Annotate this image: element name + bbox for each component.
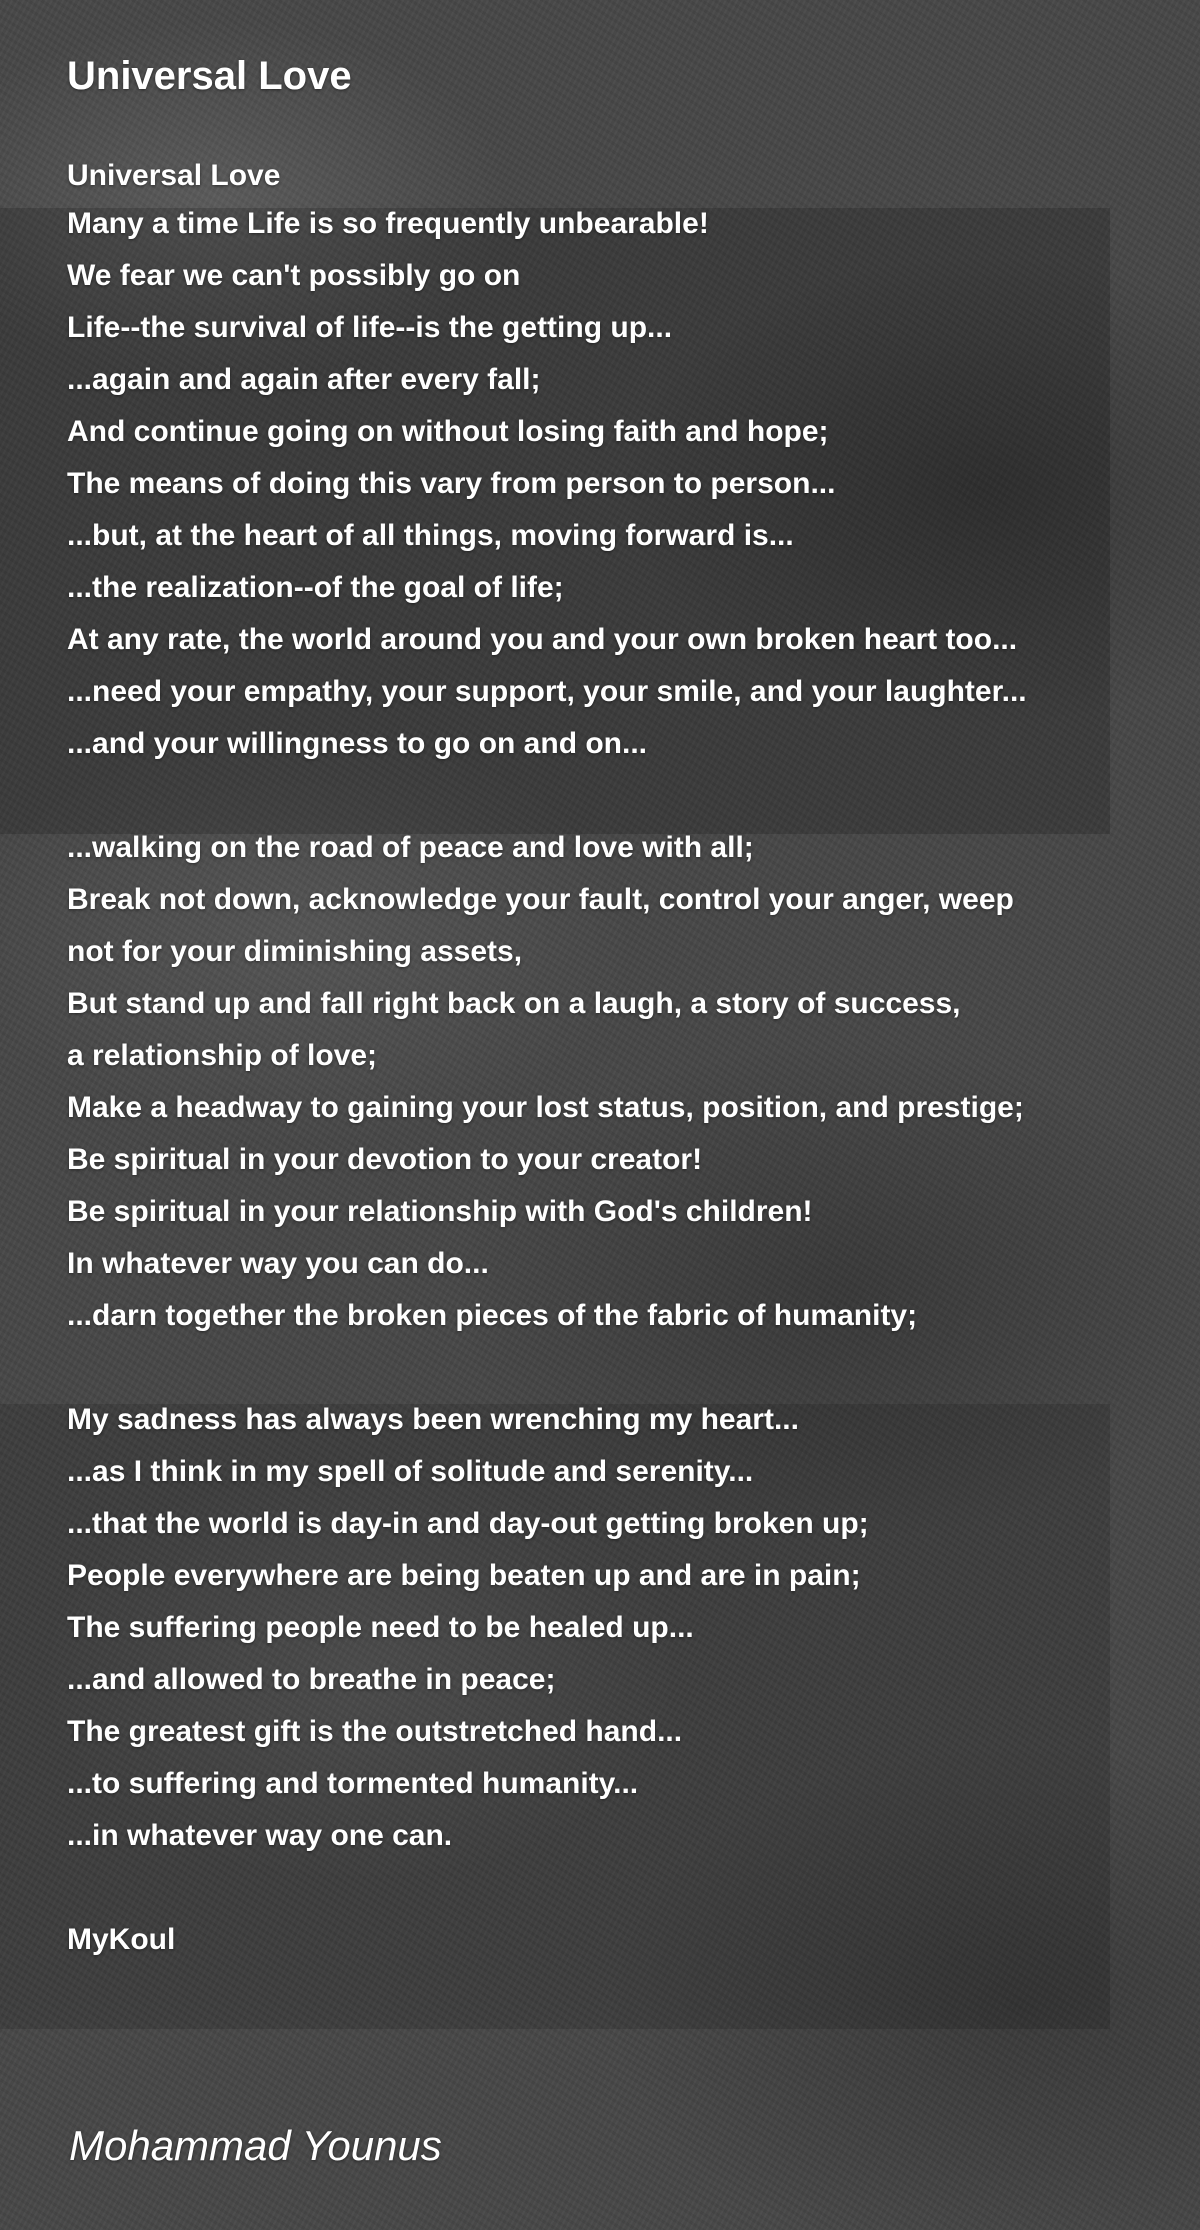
poem-line: Life--the survival of life--is the getting up... — [67, 311, 673, 344]
poem-line: Make a headway to gaining your lost status, position, and prestige; — [67, 1091, 1024, 1124]
author-name: Mohammad Younus — [69, 2122, 442, 2169]
poem-body — [67, 198, 1127, 1966]
poem-line: a relationship of love; — [67, 1039, 378, 1072]
stanza-break — [67, 1342, 1127, 1394]
poem-container — [67, 48, 1127, 1966]
poem-line: not for your diminishing assets, — [67, 935, 523, 968]
poem-line: Be spiritual in your relationship with God's children! — [67, 1195, 813, 1228]
poem-line: ...and allowed to breathe in peace; — [67, 1663, 556, 1696]
poem-line: ...darn together the broken pieces of the fabric of humanity; — [67, 1299, 918, 1332]
stanza — [67, 1394, 1127, 1862]
stanza — [67, 822, 1127, 1342]
poem-line: But stand up and fall right back on a laugh, a story of success, — [67, 987, 961, 1020]
poem-line: ...and your willingness to go on and on... — [67, 727, 648, 760]
poem-line: ...that the world is day-in and day-out getting broken up; — [67, 1507, 869, 1540]
poem-line: ...in whatever way one can. — [67, 1819, 453, 1852]
poem-line: Many a time Life is so frequently unbearable! — [67, 207, 709, 240]
poem-signature: MyKoul — [67, 1923, 176, 1956]
poem-line: ...again and again after every fall; — [67, 363, 541, 396]
poem-line: My sadness has always been wrenching my heart... — [67, 1403, 799, 1436]
poem-line: People everywhere are being beaten up and are in pain; — [67, 1559, 861, 1592]
poem-line: Be spiritual in your devotion to your creator! — [67, 1143, 703, 1176]
poem-line: At any rate, the world around you and your own broken heart too... — [67, 623, 1018, 656]
poem-line: And continue going on without losing faith and hope; — [67, 415, 829, 448]
poem-line: The suffering people need to be healed up... — [67, 1611, 694, 1644]
stanza-break — [67, 770, 1127, 822]
poem-subtitle: Universal Love — [67, 159, 281, 192]
stanza — [67, 198, 1127, 770]
poem-line: In whatever way you can do... — [67, 1247, 489, 1280]
poem-line: ...to suffering and tormented humanity... — [67, 1767, 639, 1800]
poem-line: ...walking on the road of peace and love with all; — [67, 831, 754, 864]
poem-line: ...but, at the heart of all things, moving forward is... — [67, 519, 794, 552]
poem-line: The means of doing this vary from person to person... — [67, 467, 836, 500]
poem-line: ...as I think in my spell of solitude and serenity... — [67, 1455, 754, 1488]
poem-line: We fear we can't possibly go on — [67, 259, 521, 292]
poem-line: The greatest gift is the outstretched hand... — [67, 1715, 683, 1748]
poem-line: Break not down, acknowledge your fault, control your anger, weep — [67, 883, 1014, 916]
page-title: Universal Love — [67, 54, 352, 98]
poem-line: ...need your empathy, your support, your smile, and your laughter... — [67, 675, 1027, 708]
poem-line: ...the realization--of the goal of life; — [67, 571, 564, 604]
